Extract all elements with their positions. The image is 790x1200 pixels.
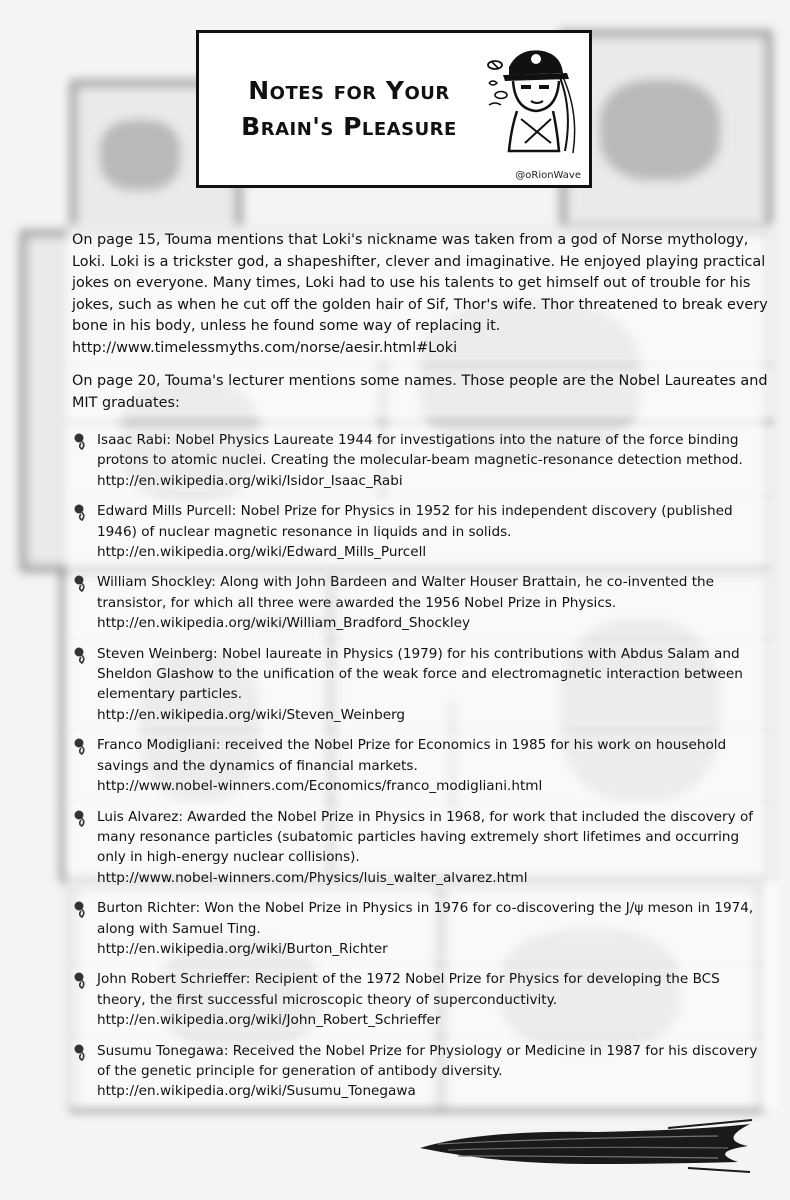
bullet-swirl-icon	[72, 900, 90, 918]
notes-title	[209, 73, 489, 145]
notes-title-line2: Brain's Pleasure	[241, 112, 457, 141]
laureate-text: John Robert Schrieffer: Recipient of the 1972 Nobel Prize for Physics for developing the BCS theory, the first successful microscopic theory of superconductivity.	[97, 971, 720, 1008]
laureate-text: Isaac Rabi: Nobel Physics Laureate 1944 for investigations into the nature of the force binding protons to atomic nuclei. Creating the molecular-beam magnetic-resonance detection method.	[97, 432, 743, 469]
bullet-swirl-icon	[72, 809, 90, 827]
laureate-text: Burton Richter: Won the Nobel Prize in Physics in 1976 for co-discovering the J/ψ meson in 1974, along with Samuel Ting.	[97, 900, 754, 937]
intro-paragraph-loki	[72, 230, 772, 359]
reference-link[interactable]: http://en.wikipedia.org/wiki/John_Robert_Schrieffer	[97, 1012, 441, 1029]
mascot-character-icon	[481, 39, 581, 159]
reference-link[interactable]: http://en.wikipedia.org/wiki/Burton_Richter	[97, 940, 388, 957]
reference-link[interactable]: http://en.wikipedia.org/wiki/William_Bradford_Shockley	[97, 615, 470, 632]
reference-link[interactable]: http://www.timelessmyths.com/norse/aesir.html#Loki	[72, 339, 458, 356]
bullet-swirl-icon	[72, 646, 90, 664]
intro-paragraph-laureates	[72, 371, 772, 414]
paragraph-text: On page 20, Touma's lecturer mentions some names. Those people are the Nobel Laureates and MIT graduates:	[72, 373, 768, 411]
bullet-swirl-icon	[72, 503, 90, 521]
laureate-text: Edward Mills Purcell: Nobel Prize for Physics in 1952 for his independent discovery (published 1946) of nuclear magnetic resonance in liquids and in solids.	[97, 503, 733, 540]
notes-content	[72, 230, 772, 1112]
bullet-swirl-icon	[72, 1043, 90, 1061]
reference-link[interactable]: http://en.wikipedia.org/wiki/Susumu_Tonegawa	[97, 1083, 416, 1100]
laureate-list	[72, 430, 772, 1102]
laureate-text: Luis Alvarez: Awarded the Nobel Prize in Physics in 1968, for work that included the discovery of many resonance particles (subatomic particles having extremely short lifetimes and occurring only in high-energy nuclear collisions).	[97, 808, 754, 866]
artist-credit: @oRionWave	[515, 170, 581, 181]
reference-link[interactable]: http://en.wikipedia.org/wiki/Steven_Weinberg	[97, 706, 406, 723]
laureate-text: Steven Weinberg: Nobel laureate in Physics (1979) for his contributions with Abdus Salam and Sheldon Glashow to the unification of the weak force and electromagnetic interaction between elementary particles.	[97, 645, 743, 703]
bullet-swirl-icon	[72, 971, 90, 989]
laureate-text: Franco Modigliani: received the Nobel Prize for Economics in 1985 for his work on household savings and the dynamics of financial markets.	[97, 737, 727, 774]
bullet-swirl-icon	[72, 432, 90, 450]
brush-stroke-decoration	[418, 1118, 753, 1176]
laureate-item-richter	[72, 898, 772, 959]
laureate-text: Susumu Tonegawa: Received the Nobel Prize for Physiology or Medicine in 1987 for his discovery of the genetic principle for generation of antibody diversity.	[97, 1042, 758, 1079]
laureate-item-purcell	[72, 501, 772, 562]
paragraph-text: On page 15, Touma mentions that Loki's nickname was taken from a god of Norse mythology, Loki. Loki is a trickster god, a shapeshifter, clever and imaginative. He enjoyed playing practical jokes on everyone. Many times, Loki had to use his talents to get himself out of trouble for his jokes, such as when he cut off the golden hair of Sif, Thor's wife. Thor threatened to break every bone in his body, unless he found some way of replacing it.	[72, 232, 768, 334]
laureate-item-shockley	[72, 572, 772, 633]
reference-link[interactable]: http://en.wikipedia.org/wiki/Edward_Mills_Purcell	[97, 544, 427, 561]
laureate-item-tonegawa	[72, 1041, 772, 1102]
laureate-text: William Shockley: Along with John Bardeen and Walter Houser Brattain, he co-invented the transistor, for which all three were awarded the 1956 Nobel Prize in Physics.	[97, 574, 715, 611]
laureate-item-schrieffer	[72, 969, 772, 1030]
laureate-item-alvarez	[72, 807, 772, 889]
bullet-swirl-icon	[72, 574, 90, 592]
reference-link[interactable]: http://www.nobel-winners.com/Physics/luis_walter_alvarez.html	[97, 869, 528, 886]
laureate-item-rabi	[72, 430, 772, 491]
reference-link[interactable]: http://en.wikipedia.org/wiki/Isidor_Isaac_Rabi	[97, 472, 403, 489]
laureate-item-modigliani	[72, 735, 772, 796]
notes-title-line1: Notes for Your	[248, 76, 450, 105]
laureate-item-weinberg	[72, 644, 772, 726]
bullet-swirl-icon	[72, 737, 90, 755]
reference-link[interactable]: http://www.nobel-winners.com/Economics/franco_modigliani.html	[97, 778, 543, 795]
notes-header-box	[196, 30, 592, 188]
